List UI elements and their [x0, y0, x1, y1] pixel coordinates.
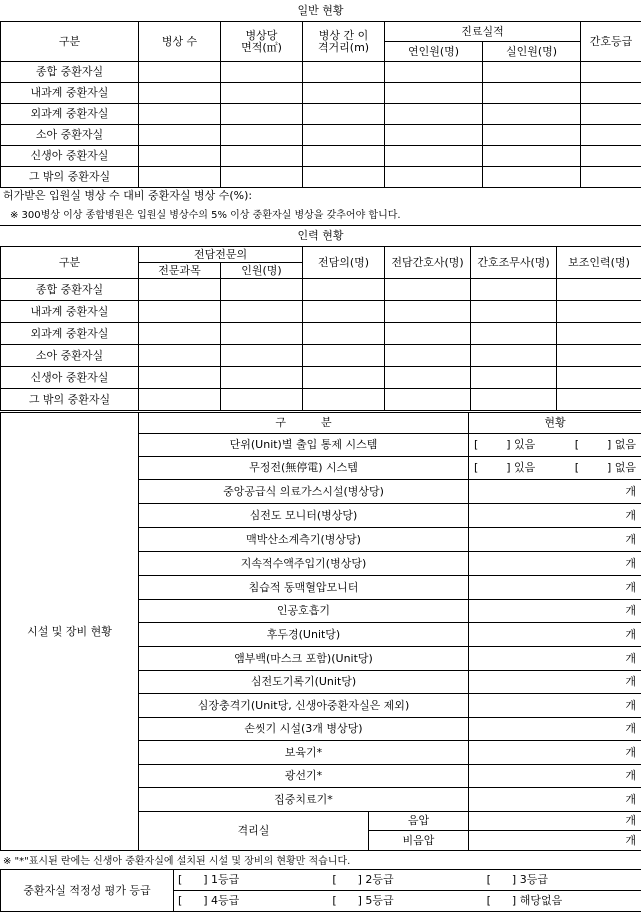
- header-specialist: 전담전문의: [139, 247, 303, 263]
- header-division: 구 분: [139, 413, 469, 434]
- header-bed-count: 병상 수: [139, 22, 221, 62]
- grade-option-none[interactable]: [ ] 해당없음: [486, 894, 563, 907]
- row-label: 내과계 중환자실: [1, 83, 139, 104]
- count-field[interactable]: 개: [469, 694, 641, 718]
- header-bed-distance: 병상 간 이 격거리(m): [303, 22, 385, 62]
- header-nursing-grade: 간호등급: [581, 22, 641, 62]
- header-dedicated-nurse: 전담간호사(명): [385, 247, 471, 279]
- yes-option[interactable]: [ ] 있음: [474, 438, 536, 451]
- count-field[interactable]: 개: [469, 647, 641, 671]
- header-treatment-record: 진료실적: [385, 22, 581, 42]
- item-label: 중앙공급식 의료가스시설(병상당): [139, 480, 469, 504]
- count-field[interactable]: 개: [469, 480, 641, 504]
- isolation-negative-label: 음압: [369, 812, 469, 831]
- count-field[interactable]: 개: [469, 552, 641, 576]
- row-label: 신생아 중환자실: [1, 367, 139, 389]
- count-field[interactable]: 개: [469, 528, 641, 552]
- row-label: 소아 중환자실: [1, 125, 139, 146]
- count-field[interactable]: 개: [469, 576, 641, 600]
- grade-option-5[interactable]: [ ] 5등급: [332, 894, 394, 907]
- item-label: 심장충격기(Unit당, 신생아중환자실은 제외): [139, 694, 469, 718]
- isolation-room-label: 격리실: [139, 812, 369, 851]
- item-label: 앰부백(마스크 포함)(Unit당): [139, 647, 469, 671]
- header-support-staff: 보조인력(명): [557, 247, 641, 279]
- header-dedicated-doctor: 전담의(명): [303, 247, 385, 279]
- count-field[interactable]: 개: [469, 504, 641, 528]
- header-specialty: 전문과목: [139, 263, 221, 279]
- grade-table: [0, 869, 641, 912]
- header-record-total: 연인원(명): [385, 42, 483, 62]
- item-label: 단위(Unit)별 출입 통제 시스템: [139, 434, 469, 457]
- count-field[interactable]: 개: [469, 600, 641, 623]
- item-label: 지속적수액주입기(병상당): [139, 552, 469, 576]
- grade-label: 중환자실 적정성 평가 등급: [1, 870, 174, 912]
- header-division: 구분: [1, 247, 139, 279]
- no-option[interactable]: [ ] 없음: [574, 438, 636, 451]
- count-field[interactable]: 개: [469, 831, 641, 851]
- count-field[interactable]: 개: [469, 812, 641, 831]
- header-nurse-aide: 간호조무사(명): [471, 247, 557, 279]
- bed-ratio-label: 허가받은 입원실 병상 수 대비 중환자실 병상 수(%):: [3, 189, 253, 202]
- row-label: 그 밖의 중환자실: [1, 389, 139, 411]
- row-label: 외과계 중환자실: [1, 323, 139, 345]
- header-status: 현황: [469, 413, 641, 434]
- count-field[interactable]: 개: [469, 718, 641, 741]
- item-label: 집중치료기*: [139, 788, 469, 812]
- facility-equipment-table: [0, 412, 641, 851]
- item-label: 침습적 동맥혈압모니터: [139, 576, 469, 600]
- item-label: 인공호흡기: [139, 600, 469, 623]
- grade-option-1[interactable]: [ ] 1등급: [178, 873, 240, 886]
- grade-option-4[interactable]: [ ] 4등급: [178, 894, 240, 907]
- yes-option[interactable]: [ ] 있음: [474, 461, 536, 474]
- general-status-table: [0, 21, 641, 188]
- count-field[interactable]: 개: [469, 623, 641, 647]
- row-label: 종합 중환자실: [1, 62, 139, 83]
- header-record-actual: 실인원(명): [483, 42, 581, 62]
- isolation-non-negative-label: 비음압: [369, 831, 469, 851]
- grade-option-3[interactable]: [ ] 3등급: [486, 873, 548, 886]
- item-label: 후두경(Unit당): [139, 623, 469, 647]
- item-label: 무정전(無停電) 시스템: [139, 457, 469, 480]
- item-label: 손씻기 시설(3개 병상당): [139, 718, 469, 741]
- row-label: 그 밖의 중환자실: [1, 167, 139, 188]
- no-option[interactable]: [ ] 없음: [574, 461, 636, 474]
- status-yes-no[interactable]: [469, 457, 641, 480]
- facility-section-label: 시설 및 장비 현황: [1, 413, 139, 851]
- count-field[interactable]: 개: [469, 788, 641, 812]
- header-area-per-bed: 병상당 면적(㎡): [221, 22, 303, 62]
- row-label: 소아 중환자실: [1, 345, 139, 367]
- count-field[interactable]: 개: [469, 765, 641, 788]
- row-label: 종합 중환자실: [1, 279, 139, 301]
- header-division: 구분: [1, 22, 139, 62]
- item-label: 심전도 모니터(병상당): [139, 504, 469, 528]
- general-status-title: 일반 현황: [297, 4, 344, 17]
- neonatal-footnote: ※ "*"표시된 란에는 신생아 중환자실에 설치된 시설 및 장비의 현황만 적습니다.: [3, 856, 351, 867]
- header-specialist-count: 인원(명): [221, 263, 303, 279]
- staff-status-table: [0, 246, 641, 411]
- grade-option-2[interactable]: [ ] 2등급: [332, 873, 394, 886]
- count-field[interactable]: 개: [469, 671, 641, 694]
- bed-ratio-note: ※ 300병상 이상 종합병원은 입원실 병상수의 5% 이상 중환자실 병상을 갖추어야 합니다.: [10, 210, 401, 221]
- status-yes-no[interactable]: [469, 434, 641, 457]
- row-label: 신생아 중환자실: [1, 146, 139, 167]
- row-label: 내과계 중환자실: [1, 301, 139, 323]
- staff-status-title: 인력 현황: [0, 225, 641, 246]
- item-label: 광선기*: [139, 765, 469, 788]
- item-label: 심전도기록기(Unit당): [139, 671, 469, 694]
- item-label: 보육기*: [139, 741, 469, 765]
- row-label: 외과계 중환자실: [1, 104, 139, 125]
- item-label: 맥박산소계측기(병상당): [139, 528, 469, 552]
- count-field[interactable]: 개: [469, 741, 641, 765]
